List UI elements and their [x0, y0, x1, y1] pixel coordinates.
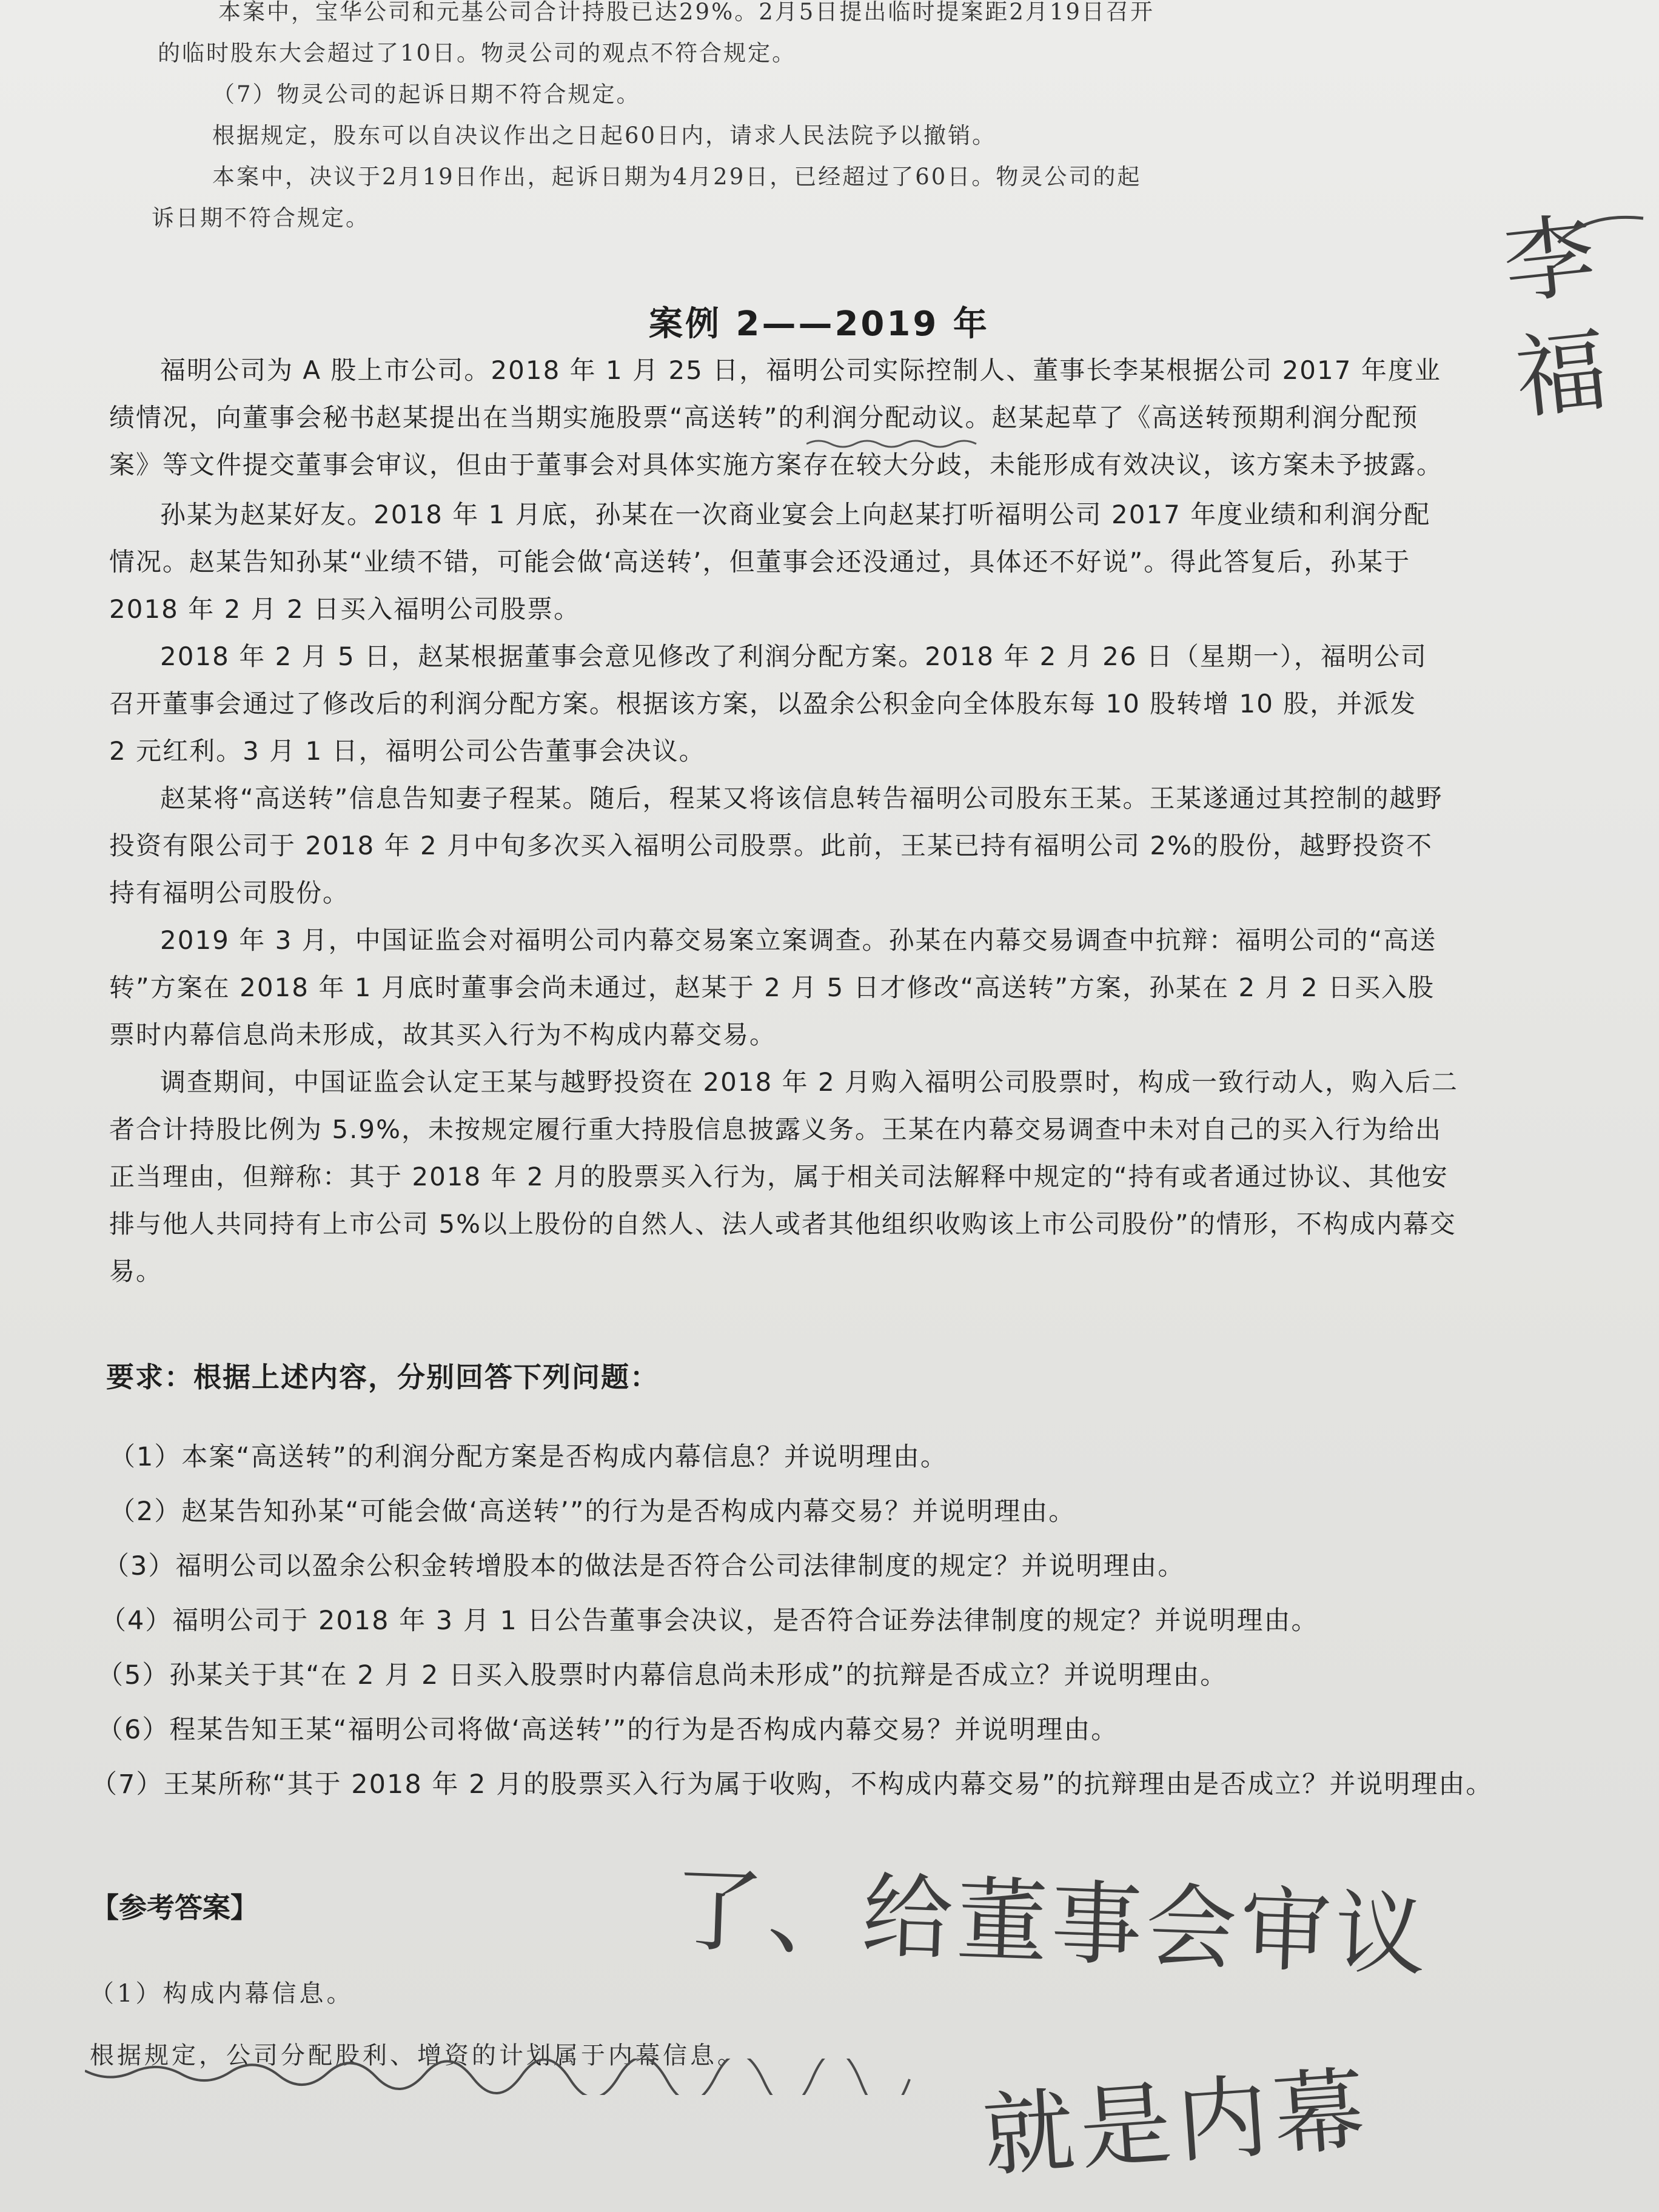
wavy-underline	[85, 2059, 934, 2095]
question-item: （5）孙某关于其“在 2 月 2 日买入股票时内幕信息尚未形成”的抗辩是否成立？并说明理由。	[97, 1660, 1228, 1691]
question-item: （1）本案“高送转”的利润分配方案是否构成内幕信息？并说明理由。	[109, 1442, 948, 1472]
handwritten-stroke	[1552, 206, 1649, 279]
case-body	[109, 347, 1459, 1295]
requirement-heading: 要求：根据上述内容，分别回答下列问题：	[106, 1361, 659, 1393]
top-line-3: （7）物灵公司的起诉日期不符合规定。	[212, 81, 641, 107]
top-line-6: 诉日期不符合规定。	[152, 205, 370, 231]
case-paragraph-5: 2019 年 3 月，中国证监会对福明公司内幕交易案立案调查。孙某在内幕交易调查中抗辩：福明公司的“高送转”方案在 2018 年 1 月底时董事会尚未通过，赵某于 2 月 5 日才修改“高送转”方案，孙某在 2 月 2 日买入股票时内幕信息尚未形成，故其买入行为不构成内幕交易。	[109, 925, 1437, 1050]
wavy-mark-underline	[806, 437, 988, 451]
reference-answer-label: 【参考答案】	[91, 1891, 258, 1924]
top-line-4: 根据规定，股东可以自决议作出之日起60日内，请求人民法院予以撤销。	[212, 122, 997, 149]
top-line-1: 本案中，宝华公司和元基公司合计持股已达29%。2月5日提出临时提案距2月19日召开	[218, 0, 1155, 25]
case-paragraph-1: 福明公司为 A 股上市公司。2018 年 1 月 25 日，福明公司实际控制人、董事长李某根据公司 2017 年度业绩情况，向董事会秘书赵某提出在当期实施股票“高送转”的利润分配动议。赵某起草了《高送转预期利润分配预案》等文件提交董事会审议，但由于董事会对具体实施方案存在较大分歧，未能形成有效决议，该方案未予披露。	[109, 355, 1444, 480]
question-item: （7）王某所称“其于 2018 年 2 月的股票买入行为属于收购，不构成内幕交易”的抗辩理由是否成立？并说明理由。	[91, 1769, 1493, 1800]
case-paragraph-3: 2018 年 2 月 5 日，赵某根据董事会意见修改了利润分配方案。2018 年 2 月 26 日（星期一），福明公司召开董事会通过了修改后的利润分配方案。根据该方案，以盈余公积金向全体股东每 10 股转增 10 股，并派发 2 元红利。3 月 1 日，福明公司公告董事会决议。	[109, 642, 1427, 766]
answer-line-2: 根据规定，公司分配股利、增资的计划属于内幕信息。	[90, 2042, 745, 2070]
question-item: （3）福明公司以盈余公积金转增股本的做法是否符合公司法律制度的规定？并说明理由。	[103, 1551, 1185, 1581]
case-title: 案例 2——2019 年	[649, 304, 990, 344]
handwritten-margin-char-1: 李	[1498, 203, 1600, 318]
case-paragraph-4: 赵某将“高送转”信息告知妻子程某。随后，程某又将该信息转告福明公司股东王某。王某遂通过其控制的越野投资有限公司于 2018 年 2 月中旬多次买入福明公司股票。此前，王某已持有福明公司 2%的股份，越野投资不持有福明公司股份。	[109, 783, 1443, 908]
top-line-5: 本案中，决议于2月19日作出，起诉日期为4月29日，已经超过了60日。物灵公司的起	[212, 164, 1142, 190]
answer-line-1: （1）构成内幕信息。	[90, 1980, 354, 2008]
question-item: （4）福明公司于 2018 年 3 月 1 日公告董事会决议，是否符合证券法律制度的规定？并说明理由。	[100, 1606, 1319, 1636]
top-line-2: 的临时股东大会超过了10日。物灵公司的观点不符合规定。	[158, 40, 797, 66]
handwritten-note-2: 就是内幕	[979, 2057, 1375, 2190]
case-paragraph-6: 调查期间，中国证监会认定王某与越野投资在 2018 年 2 月购入福明公司股票时，构成一致行动人，购入后二者合计持股比例为 5.9%，未按规定履行重大持股信息披露义务。王某在内幕交易调查中未对自己的买入行为给出正当理由，但辩称：其于 2018 年 2 月的股票买入行为，属于相关司法解释中规定的“持有或者通过协议、其他安排与他人共同持有上市公司 5%以上股份的自然人、法人或者其他组织收购该上市公司股份”的情形，不构成内幕交易。	[109, 1067, 1459, 1286]
question-item: （6）程某告知王某“福明公司将做‘高送转’”的行为是否构成内幕交易？并说明理由。	[97, 1715, 1119, 1745]
question-item: （2）赵某告知孙某“可能会做‘高送转’”的行为是否构成内幕交易？并说明理由。	[109, 1496, 1076, 1527]
questions-list	[91, 1430, 1534, 1812]
top-section	[152, 0, 1413, 239]
case-paragraph-2: 孙某为赵某好友。2018 年 1 月底，孙某在一次商业宴会上向赵某打听福明公司 2017 年度业绩和利润分配情况。赵某告知孙某“业绩不错，可能会做‘高送转’，但董事会还没通过，具体还不好说”。得此答复后，孙某于 2018 年 2 月 2 日买入福明公司股票。	[109, 500, 1431, 624]
handwritten-margin-char-2: 福	[1510, 317, 1612, 432]
handwritten-note-1: 了、给董事会审议	[671, 1857, 1432, 1989]
